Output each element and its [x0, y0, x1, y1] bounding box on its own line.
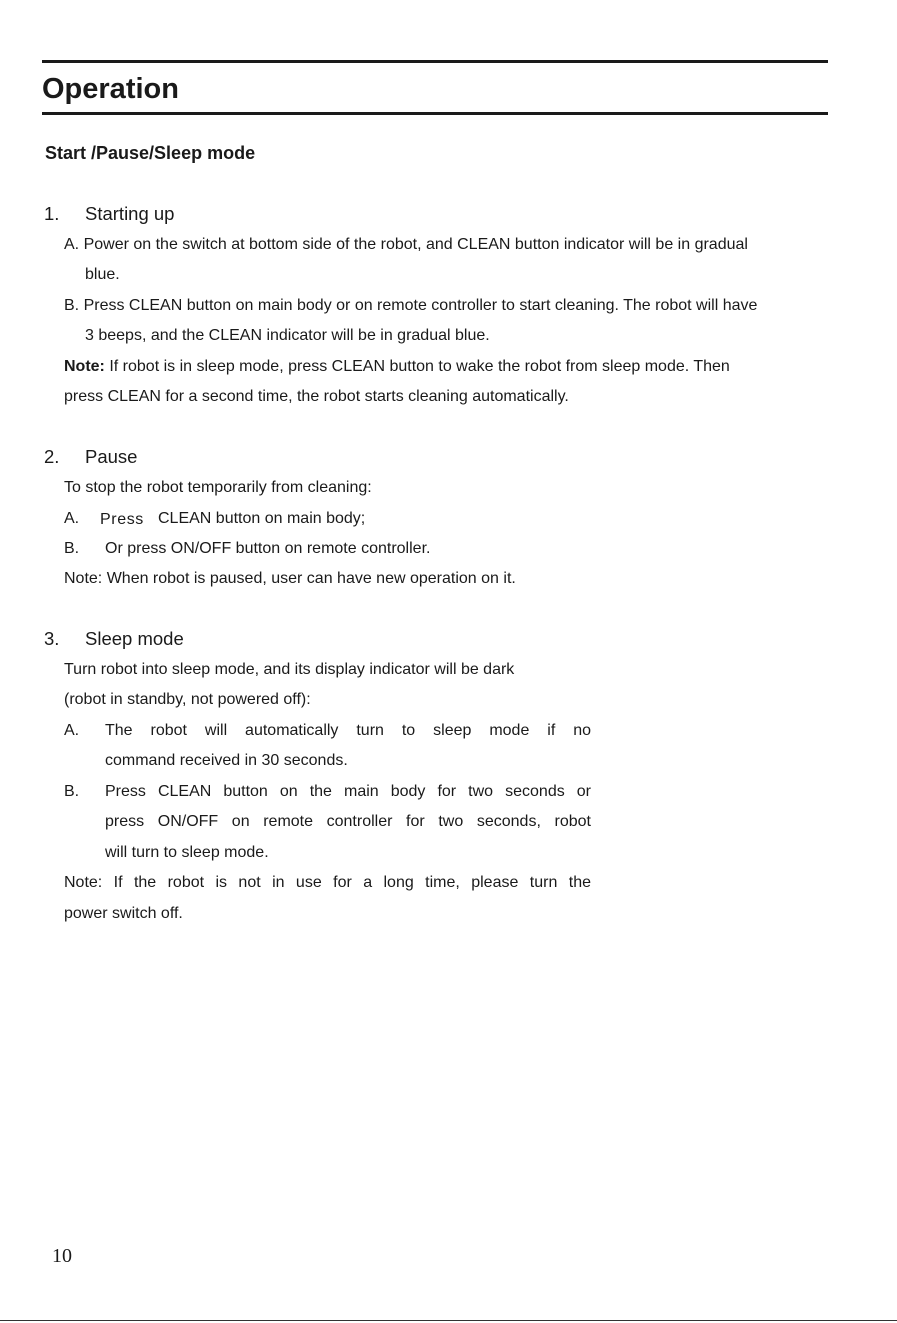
- section-3-b-text-inner: Press CLEAN button on the main body for two seconds or: [105, 783, 591, 800]
- top-rule: [42, 60, 828, 63]
- section-3-a-cont: command received in 30 seconds.: [105, 752, 348, 769]
- section-3-note: [64, 873, 591, 893]
- section-3-note-cont: power switch off.: [64, 905, 183, 922]
- section-1-number: 1.: [44, 203, 60, 224]
- section-1-line-a-cont: blue.: [85, 266, 120, 283]
- section-2-heading: Pause: [85, 446, 138, 467]
- section-3-intro: Turn robot into sleep mode, and its display indicator will be dark: [64, 661, 515, 678]
- section-2-b-text: Or press ON/OFF button on remote controller.: [105, 540, 431, 557]
- section-2-a-text: CLEAN button on main body;: [158, 510, 366, 527]
- section-1-line-b: B. Press CLEAN button on main body or on remote controller to start cleaning. The robot will have: [64, 297, 758, 314]
- section-1-note-cont: press CLEAN for a second time, the robot starts cleaning automatically.: [64, 388, 569, 405]
- title-underline: [42, 112, 828, 115]
- section-3-a-label: A.: [64, 722, 80, 739]
- section-3-note-inner: Note: If the robot is not in use for a long time, please turn the: [64, 874, 591, 891]
- section-3-a-text-inner: The robot will automatically turn to sleep mode if no: [105, 722, 591, 739]
- page-number: 10: [52, 1245, 72, 1267]
- section-2-a-press: Press: [100, 511, 144, 528]
- section-3-b-text: [105, 782, 591, 802]
- section-subtitle: Start /Pause/Sleep mode: [45, 143, 256, 163]
- section-3-b-cont: [105, 812, 591, 832]
- section-3-b-cont-inner: press ON/OFF on remote controller for two seconds, robot: [105, 813, 591, 830]
- section-3-number: 3.: [44, 628, 60, 649]
- section-1-note: [64, 357, 730, 377]
- page-title: Operation: [42, 73, 179, 105]
- section-3-a-text: [105, 721, 591, 741]
- section-3-intro-cont: (robot in standby, not powered off):: [64, 691, 311, 708]
- section-3-b-label: B.: [64, 783, 80, 800]
- section-3-b-cont2: will turn to sleep mode.: [105, 844, 269, 861]
- section-1-line-a: A. Power on the switch at bottom side of the robot, and CLEAN button indicator will be in gradual: [64, 236, 748, 253]
- note-label: Note:: [64, 358, 105, 375]
- section-2-intro: To stop the robot temporarily from cleaning:: [64, 479, 372, 496]
- section-2-a-label: A.: [64, 510, 80, 527]
- section-2-note: Note: When robot is paused, user can have new operation on it.: [64, 570, 516, 587]
- section-2-b-label: B.: [64, 540, 80, 557]
- note-text: If robot is in sleep mode, press CLEAN button to wake the robot from sleep mode. Then: [104, 358, 730, 375]
- section-1-heading: Starting up: [85, 203, 175, 224]
- section-3-heading: Sleep mode: [85, 628, 184, 649]
- page-edge-line: [0, 1320, 897, 1321]
- section-1-line-b-cont: 3 beeps, and the CLEAN indicator will be in gradual blue.: [85, 327, 490, 344]
- section-2-number: 2.: [44, 446, 60, 467]
